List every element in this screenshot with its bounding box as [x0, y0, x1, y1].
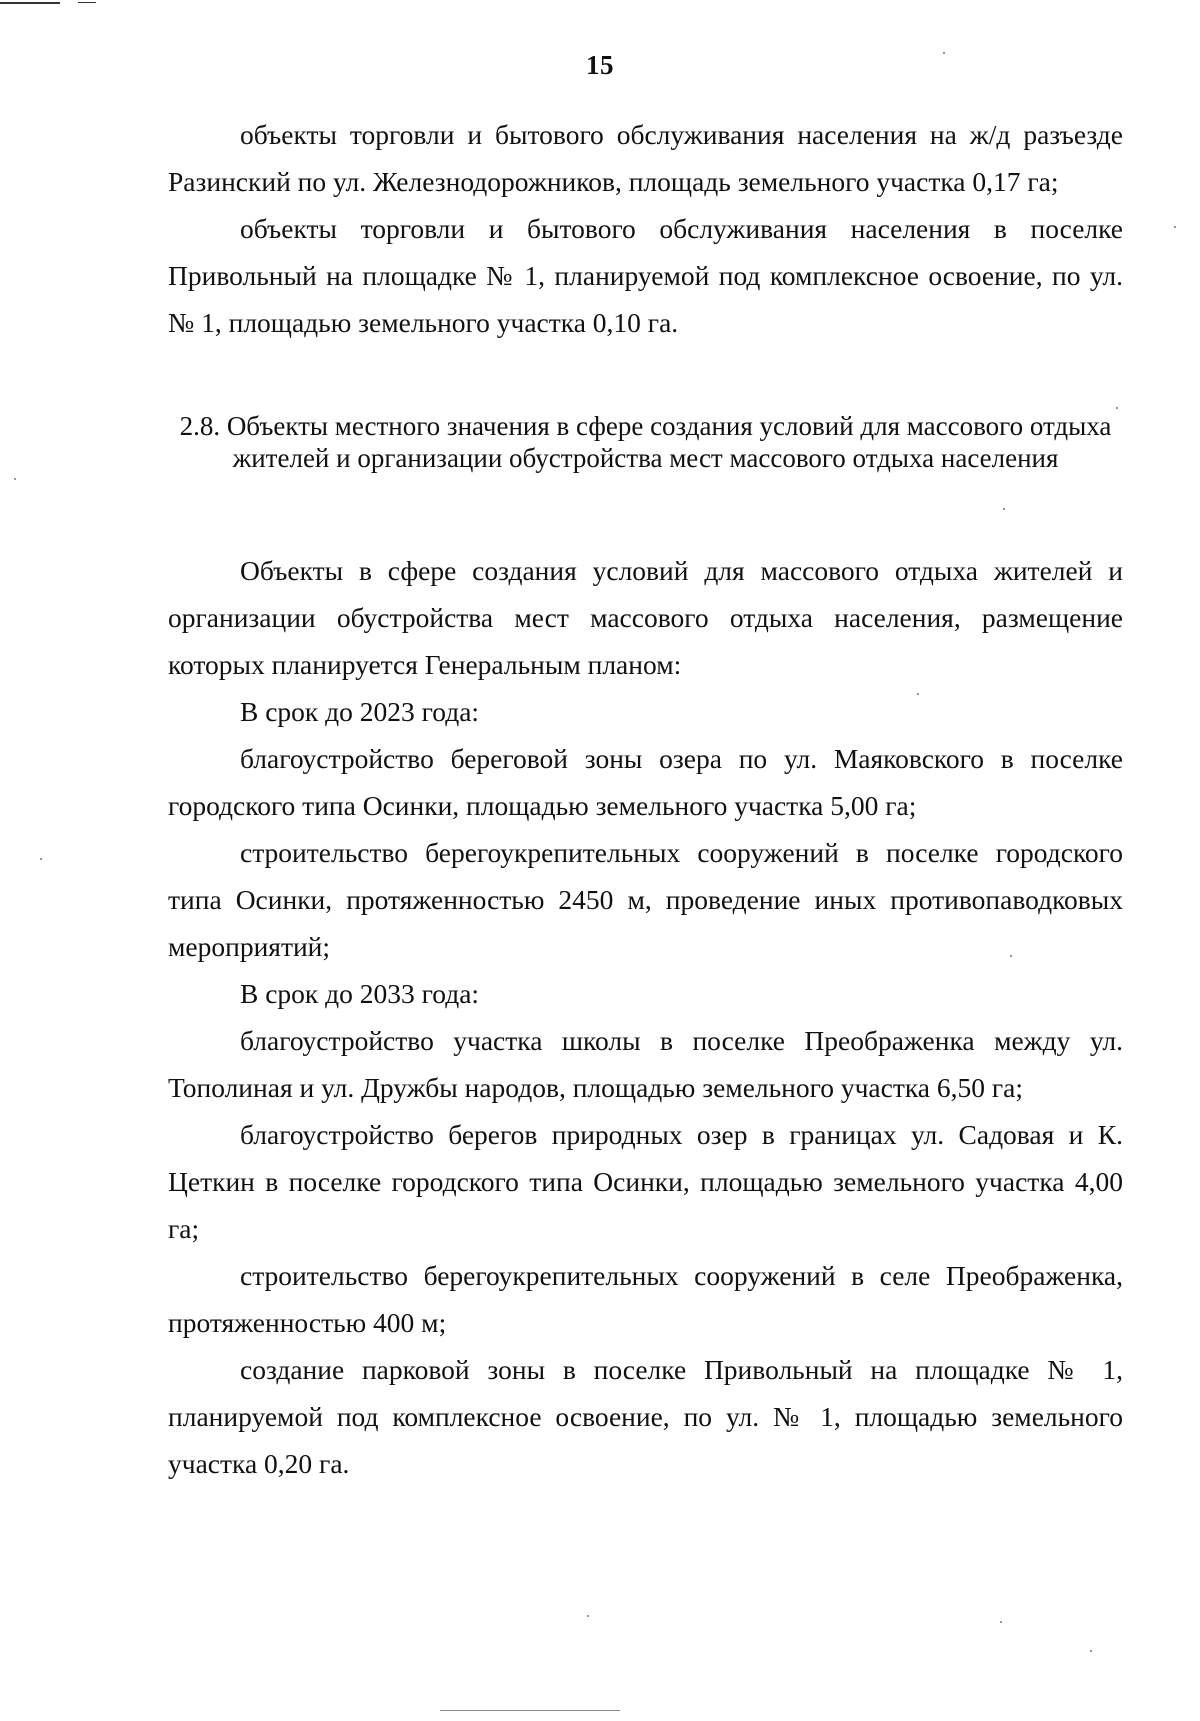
paragraph: объекты торговли и бытового обслуживания населения на ж/д разъезде Разинский по ул. Железнодорожников, площадь земельного участка 0,17 га; [168, 119, 1123, 197]
scan-speck [587, 1615, 589, 1617]
scan-artifact-line [0, 2, 60, 4]
scan-artifact-line [78, 2, 96, 3]
top-paragraphs [168, 111, 1123, 346]
list-item: создание парковой зоны в поселке Привольный на площадке № 1, планируемой под комплексное освоение, по ул. № 1, площадью земельного участка 0,20 га. [168, 1354, 1123, 1479]
scan-speck [1174, 226, 1176, 228]
scan-speck [1116, 407, 1118, 409]
list-item: строительство берегоукрепительных сооружений в поселке городского типа Осинки, протяженностью 2450 м, проведение иных противопаводковых мероприятий; [168, 837, 1123, 962]
scan-speck [1003, 508, 1005, 510]
scan-speck [40, 858, 42, 860]
list-item: строительство берегоукрепительных сооружений в селе Преображенка, протяженностью 400 м; [168, 1260, 1123, 1338]
section-heading: 2.8. Объекты местного значения в сфере создания условий для массового отдыха жителей и организации обустройства мест массового отдыха населения [179, 411, 1112, 473]
paragraph: Объекты в сфере создания условий для массового отдыха жителей и организации обустройства мест массового отдыха населения, размещение которых планируется Генеральным планом: [168, 555, 1123, 680]
list-item: благоустройство участка школы в поселке Преображенка между ул. Тополиная и ул. Дружбы народов, площадью земельного участка 6,50 га; [168, 1025, 1123, 1103]
paragraph: объекты торговли и бытового обслуживания населения в поселке Привольный на площадке № 1, планируемой под комплексное освоение, по ул. № 1, площадью земельного участка 0,10 га. [168, 213, 1123, 338]
scan-speck [1000, 1621, 1002, 1623]
period-heading: В срок до 2023 года: [240, 696, 480, 727]
list-item: благоустройство берегов природных озер в границах ул. Садовая и К. Цеткин в поселке городского типа Осинки, площадью земельного участка 4,00 га; [168, 1119, 1123, 1244]
page-number: 15 [586, 50, 614, 80]
scan-artifact-line [440, 1710, 620, 1711]
period-heading: В срок до 2033 года: [240, 978, 480, 1009]
section-body [168, 547, 1123, 1487]
list-item: благоустройство береговой зоны озера по ул. Маяковского в поселке городского типа Осинки, площадью земельного участка 5,00 га; [168, 743, 1123, 821]
scan-speck [14, 478, 16, 480]
scan-speck [1090, 1650, 1092, 1652]
